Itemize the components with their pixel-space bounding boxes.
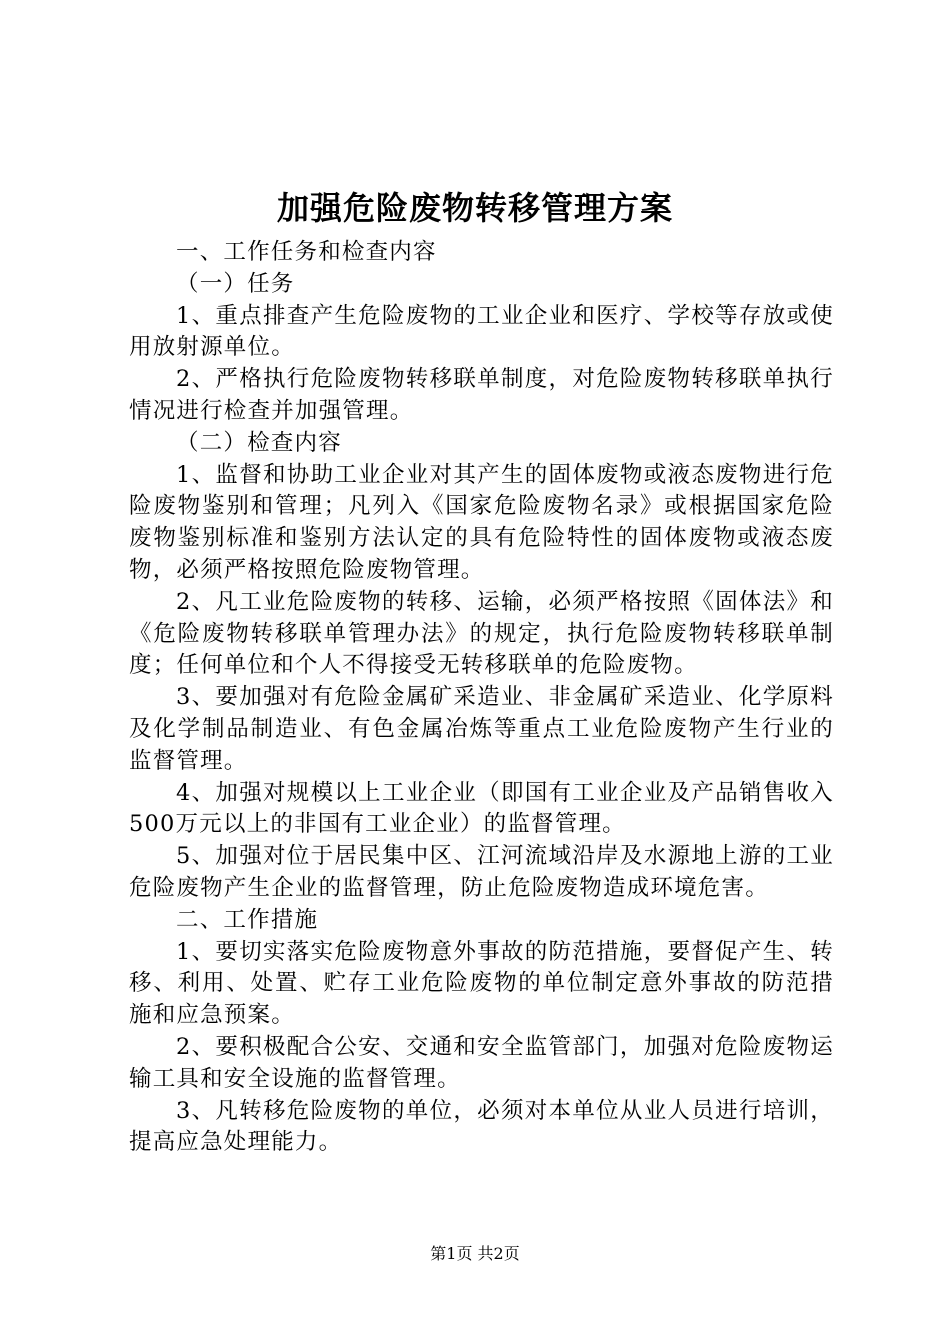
paragraph: 1、重点排查产生危险废物的工业企业和医疗、学校等存放或使用放射源单位。 [129, 302, 834, 361]
paragraph: 2、要积极配合公安、交通和安全监管部门，加强对危险废物运输工具和安全设施的监督管理。 [129, 1033, 834, 1092]
paragraph: 1、监督和协助工业企业对其产生的固体废物或液态废物进行危险废物鉴别和管理；凡列入《国家危险废物名录》或根据国家危险废物鉴别标准和鉴别方法认定的具有危险特性的固体废物或液态废物，必须严格按照危险废物管理。 [129, 461, 834, 583]
subsection-heading-tasks: （一）任务 [176, 270, 295, 297]
section-heading-1: 一、工作任务和检查内容 [176, 239, 437, 265]
section-heading-2: 二、工作措施 [176, 906, 319, 933]
page-footer: 第1页 共2页 [430, 1244, 520, 1263]
paragraph: 4、加强对规模以上工业企业（即国有工业企业及产品销售收入500万元以上的非国有工业企业）的监督管理。 [129, 779, 834, 838]
document-title: 加强危险废物转移管理方案 [276, 189, 673, 227]
paragraph: 1、要切实落实危险废物意外事故的防范措施，要督促产生、转移、利用、处置、贮存工业危险废物的单位制定意外事故的防范措施和应急预案。 [129, 938, 834, 1029]
paragraph: 5、加强对位于居民集中区、江河流域沿岸及水源地上游的工业危险废物产生企业的监督管理，防止危险废物造成环境危害。 [129, 843, 834, 901]
document-body [129, 237, 834, 1159]
subsection-heading-inspection: （二）检查内容 [176, 429, 342, 456]
paragraph: 3、要加强对有危险金属矿采造业、非金属矿采造业、化学原料及化学制品制造业、有色金属冶炼等重点工业危险废物产生行业的监督管理。 [129, 684, 834, 774]
paragraph: 2、严格执行危险废物转移联单制度，对危险废物转移联单执行情况进行检查并加强管理。 [129, 366, 834, 424]
paragraph: 2、凡工业危险废物的转移、运输，必须严格按照《固体法》和《危险废物转移联单管理办法》的规定，执行危险废物转移联单制度；任何单位和个人不得接受无转移联单的危险废物。 [129, 588, 834, 679]
paragraph: 3、凡转移危险废物的单位，必须对本单位从业人员进行培训，提高应急处理能力。 [129, 1097, 834, 1156]
